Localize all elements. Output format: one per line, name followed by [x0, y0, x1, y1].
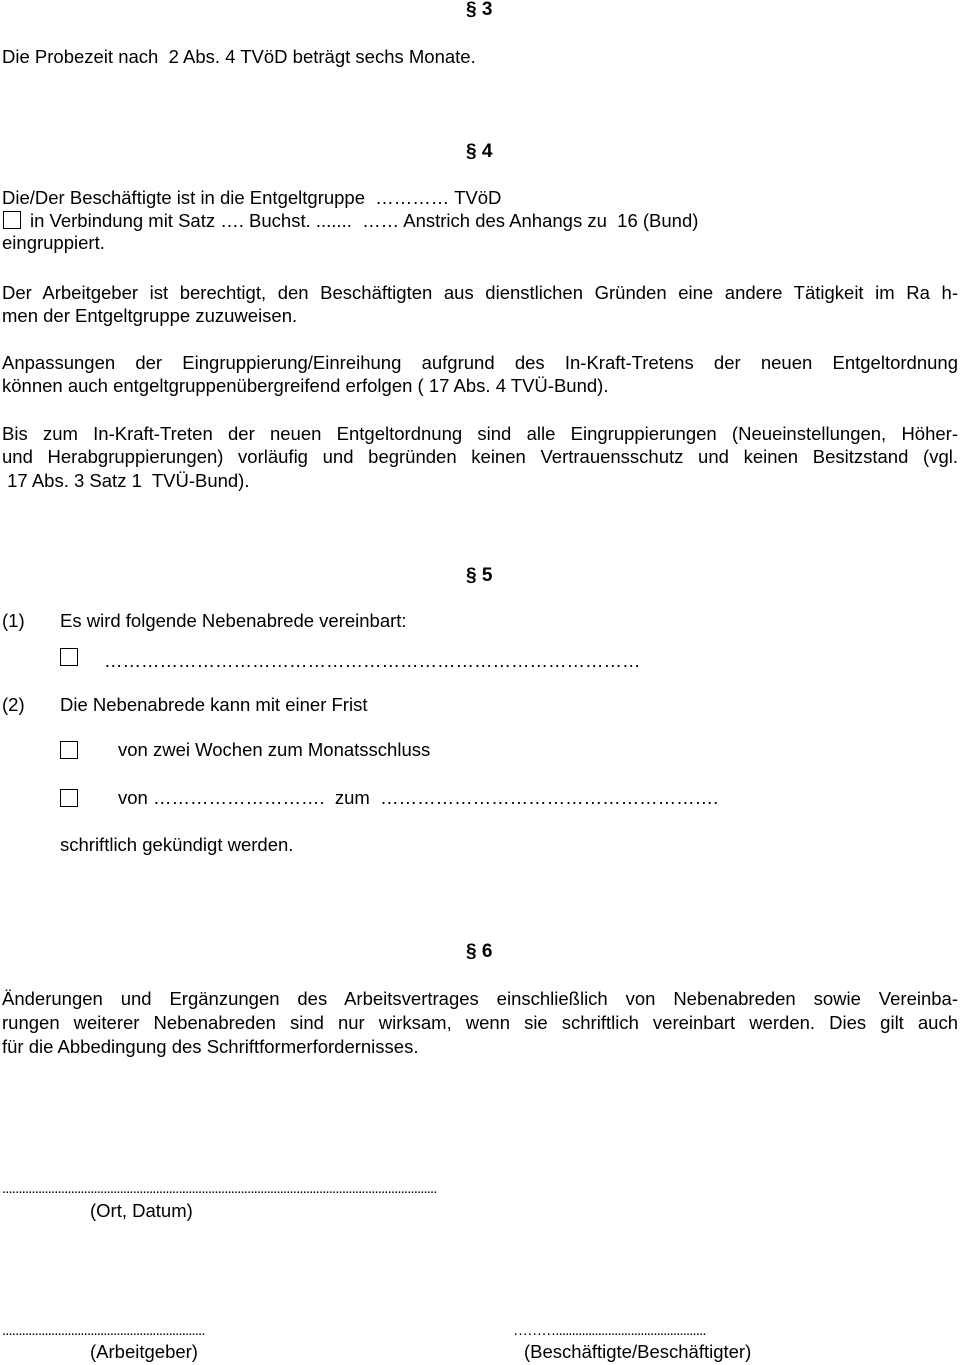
pay-group-line: Die/Der Beschäftigte ist in die Entgeltgruppe ………… TVöD	[2, 187, 502, 208]
custom-notice-checkbox[interactable]	[60, 789, 78, 807]
employer-label: (Arbeitgeber)	[90, 1341, 198, 1362]
annex-line: in Verbindung mit Satz …. Buchst. ....... …… Anstrich des Anhangs zu 16 (Bund)	[30, 210, 699, 231]
employee-signature-line[interactable]: ………..............................................	[513, 1322, 706, 1339]
two-weeks-checkbox[interactable]	[60, 741, 78, 759]
paragraph-line: Änderungen und Ergänzungen des Arbeitsvertrages einschließlich von Nebenabreden sowie Vereinba-	[2, 988, 958, 1009]
side-agreement-field[interactable]: ……………………………………………………………………………	[104, 650, 641, 671]
paragraph-line: rungen weiterer Nebenabreden sind nur wirksam, wenn sie schriftlich vereinbart werden. Dies gilt auch	[2, 1012, 958, 1033]
item-1-number: (1)	[2, 610, 25, 631]
termination-text: schriftlich gekündigt werden.	[60, 834, 294, 855]
item-2-text: Die Nebenabrede kann mit einer Frist	[60, 694, 368, 715]
paragraph-line: Der Arbeitgeber ist berechtigt, den Beschäftigten aus dienstlichen Gründen eine andere Tätigkeit im Ra h-	[2, 282, 958, 303]
place-date-label: (Ort, Datum)	[90, 1200, 193, 1221]
custom-notice-field[interactable]: von ………………………. zum ……………………………………………….	[118, 787, 719, 808]
classified-line: eingruppiert.	[2, 232, 105, 253]
paragraph-line: Anpassungen der Eingruppierung/Einreihung aufgrund des In-Kraft-Tretens der neuen Entgeltordnung	[2, 352, 958, 373]
side-agreement-checkbox[interactable]	[60, 648, 78, 666]
paragraph-line: men der Entgeltgruppe zuzuweisen.	[2, 305, 298, 326]
probation-text: Die Probezeit nach 2 Abs. 4 TVöD beträgt sechs Monate.	[2, 46, 476, 67]
paragraph-line: Bis zum In-Kraft-Treten der neuen Entgeltordnung sind alle Eingruppierungen (Neueinstellungen, Höher-	[2, 423, 958, 444]
employee-label: (Beschäftigte/Beschäftigter)	[524, 1341, 752, 1362]
item-1-text: Es wird folgende Nebenabrede vereinbart:	[60, 610, 407, 631]
section-6-heading: § 6	[466, 941, 493, 962]
paragraph-line: und Herabgruppierungen) vorläufig und begründen keinen Vertrauensschutz und keinen Besitzstand (vgl.	[2, 446, 958, 467]
place-date-line[interactable]: .....................................................................................................................................	[2, 1180, 437, 1197]
section-3-heading: § 3	[466, 0, 493, 20]
two-weeks-label: von zwei Wochen zum Monatsschluss	[118, 739, 431, 760]
section-4-heading: § 4	[466, 141, 493, 162]
section-5-heading: § 5	[466, 565, 493, 586]
paragraph-line: für die Abbedingung des Schriftformerfordernisses.	[2, 1036, 419, 1057]
paragraph-line: 17 Abs. 3 Satz 1 TVÜ-Bund).	[2, 470, 250, 491]
paragraph-line: können auch entgeltgruppenübergreifend erfolgen ( 17 Abs. 4 TVÜ-Bund).	[2, 375, 609, 396]
annex-checkbox[interactable]	[3, 211, 21, 229]
employer-signature-line[interactable]: ..............................................................	[2, 1322, 205, 1339]
item-2-number: (2)	[2, 694, 25, 715]
